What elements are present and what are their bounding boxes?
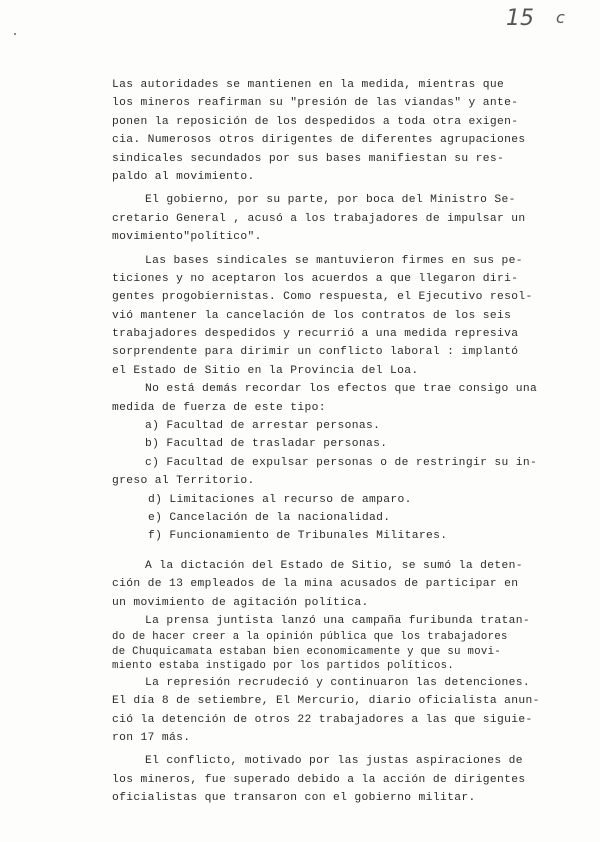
list-item: e) Cancelación de la nacionalidad. [148, 511, 391, 524]
text-line: gentes progobiernistas. Como respuesta, el Ejecutivo resol- [112, 291, 533, 304]
text-line: ción de 13 empleados de la mina acusados de participar en [112, 578, 519, 591]
document-body [112, 76, 570, 808]
text-line: el Estado de Sitio en la Provincia del Loa. [112, 364, 419, 377]
scan-mark [14, 33, 16, 35]
text-line: sindicales secundados por sus bases manifiestan su res- [112, 152, 505, 165]
handwritten-mark: c [556, 8, 565, 27]
handwritten-page-number: 15 [506, 6, 534, 31]
text-line: sorprendente para dirimir un conflicto laboral : implantó [112, 346, 519, 359]
text-line: El día 8 de setiembre, El Mercurio, diario oficialista anun- [112, 695, 540, 708]
text-line: do de hacer creer a la opinión pública que los trabajadores [112, 631, 508, 644]
text-line: La prensa juntista lanzó una campaña furibunda tratan- [145, 614, 530, 627]
text-line: greso al Territorio. [112, 475, 255, 488]
text-line: los mineros, fue superado debido a la acción de dirigentes [112, 773, 526, 786]
text-line: movimiento"político". [112, 231, 262, 244]
text-line: los mineros reafirman su "presión de las viandas" y ante- [112, 97, 519, 110]
text-line: un movimiento de agitación política. [112, 596, 369, 609]
text-line: El gobierno, por su parte, por boca del Ministro Se- [145, 194, 516, 207]
list-item: c) Facultad de expulsar personas o de restringir su in- [145, 456, 538, 469]
text-line: No está demás recordar los efectos que trae consigo una [145, 383, 538, 396]
text-line: miento estaba instigado por los partidos políticos. [112, 660, 455, 673]
list-item: a) Facultad de arrestar personas. [145, 420, 381, 433]
text-line: Las bases sindicales se mantuvieron firmes en sus pe- [145, 254, 523, 267]
text-line: A la dictación del Estado de Sitio, se sumó la deten- [145, 559, 523, 572]
text-line: ció la detención de otros 22 trabajadores a las que siguie- [112, 713, 533, 726]
text-line: ron 17 más. [112, 732, 191, 744]
list-item: f) Funcionamiento de Tribunales Militares. [148, 530, 448, 543]
text-line: ponen la reposición de los despedidos a toda otra exigen- [112, 115, 519, 128]
text-line: La represión recrudeció y continuaron las detenciones. [145, 676, 530, 689]
text-line: vió mantener la cancelación de los contratos de los seis [112, 309, 512, 322]
text-line: medida de fuerza de este tipo: [112, 401, 326, 414]
text-line: ticiones y no aceptaron los acuerdos a que llegaron diri- [112, 272, 519, 285]
text-line: de Chuquicamata estaban bien economicamente y que su movi- [112, 645, 502, 658]
text-line: paldo al movimiento. [112, 170, 255, 183]
text-line: El conflicto, motivado por las justas aspiraciones de [145, 755, 523, 768]
text-line: Las autoridades se mantienen en la medida, mientras que [112, 79, 505, 91]
text-line: cia. Numerosos otros dirigentes de diferentes agrupaciones [112, 134, 526, 147]
list-item: d) Limitaciones al recurso de amparo. [148, 493, 412, 506]
list-item: b) Facultad de trasladar personas. [145, 438, 388, 451]
text-line: cretario General , acusó a los trabajadores de impulsar un [112, 212, 526, 225]
text-line: oficialistas que transaron con el gobierno militar. [112, 792, 476, 805]
text-line: trabajadores despedidos y recurrió a una medida represiva [112, 328, 519, 341]
